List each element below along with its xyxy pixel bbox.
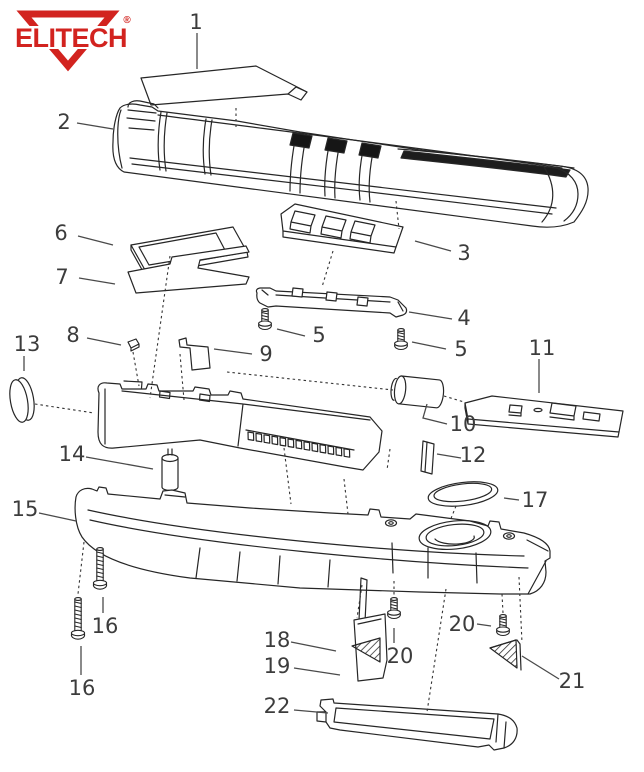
callout-3-label: 3 [457, 241, 471, 265]
callout-2-label: 2 [57, 110, 71, 134]
part-end-cap-disc [7, 376, 37, 423]
callout-7-label: 7 [55, 265, 69, 289]
part-spring-wedge [490, 640, 521, 670]
part-contact-plate [179, 338, 210, 370]
part-clip-assembly [352, 578, 387, 681]
callout-12-label: 12 [459, 443, 487, 467]
registered-mark: ® [123, 15, 131, 26]
callout-19-label: 19 [263, 654, 291, 678]
callout-9-label: 9 [259, 342, 273, 366]
part-middle-chassis [98, 381, 382, 470]
part-screw-20-right [497, 615, 510, 636]
part-small-pad [128, 339, 139, 351]
callout-5b-label: 5 [454, 337, 468, 361]
callout-14-label: 14 [58, 442, 86, 466]
callout-1-label: 1 [189, 10, 203, 34]
callout-11-label: 11 [528, 336, 556, 360]
callout-8-label: 8 [66, 323, 80, 347]
part-battery-cover [317, 699, 517, 750]
part-button-bracket [256, 288, 406, 317]
brand-logo [8, 14, 132, 66]
callout-16b-label: 16 [68, 676, 96, 700]
part-screw-20-left [388, 598, 401, 619]
part-o-ring [427, 478, 499, 509]
part-battery-cell [390, 375, 445, 408]
part-small-cylinder [162, 449, 178, 491]
callout-15-label: 15 [11, 497, 39, 521]
part-screw-5-left [259, 309, 272, 330]
callout-13-label: 13 [13, 332, 41, 356]
callout-18-label: 18 [263, 628, 291, 652]
callout-4-label: 4 [457, 306, 471, 330]
callout-6-label: 6 [54, 221, 68, 245]
part-screw-16-lower [71, 598, 84, 640]
callout-16a-label: 16 [91, 614, 119, 638]
part-keypad [281, 204, 403, 253]
callout-10-label: 10 [449, 412, 477, 436]
part-circuit-board [465, 396, 623, 437]
part-screw-5-right [395, 329, 408, 350]
callout-21-label: 21 [558, 669, 586, 693]
callout-22-label: 22 [263, 694, 291, 718]
part-upper-housing [113, 101, 588, 227]
callout-labels [12, 10, 586, 718]
callout-20b-label: 20 [448, 612, 476, 636]
brand-name: ELITECH [14, 23, 128, 53]
callout-17-label: 17 [521, 488, 549, 512]
callout-5a-label: 5 [312, 323, 326, 347]
callout-20a-label: 20 [386, 644, 414, 668]
part-small-blade [421, 441, 434, 474]
part-sticker-label [141, 66, 307, 105]
